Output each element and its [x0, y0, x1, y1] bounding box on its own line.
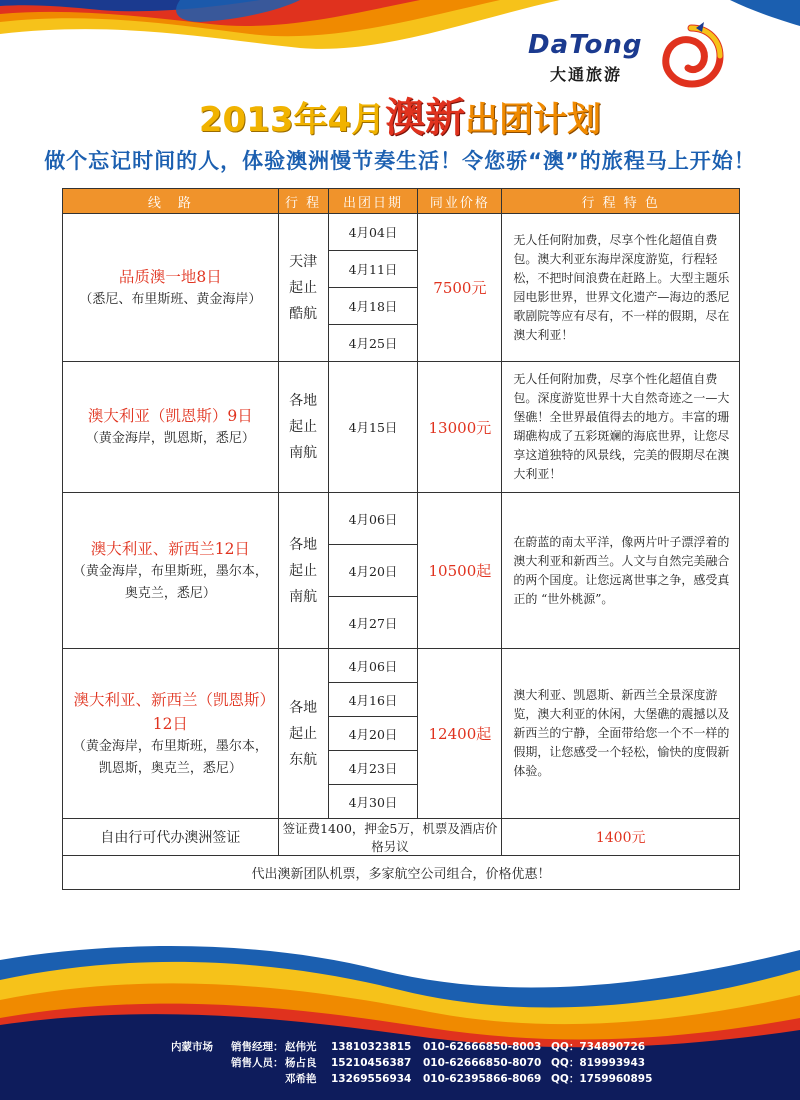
- features-cell: 无人任何附加费，尽享个性化超值自费包。深度游览世界十大自然奇迹之一—大堡礁！全世界最值得去的地方。丰富的珊瑚礁构成了五彩斑斓的海底世界，让您尽享这道独特的风景线，完美的假期尽在澳大利亚！: [502, 362, 740, 493]
- contact-qq: QQ：1759960895: [551, 1073, 653, 1085]
- departure-date: 4月25日: [328, 325, 418, 362]
- contact-mobile: 15210456387: [331, 1057, 412, 1069]
- contact-name: 邓希艳: [285, 1073, 317, 1085]
- departure-line: 各地: [289, 699, 318, 716]
- departure-date: 4月06日: [328, 493, 418, 545]
- features-cell: 在蔚蓝的南太平洋，像两片叶子漂浮着的澳大利亚和新西兰。人文与自然完美融合的两个国度。让您远离世事之争，感受真正的 “世外桃源”。: [502, 493, 740, 649]
- tour-schedule-table: [62, 188, 740, 890]
- route-cell: [63, 362, 279, 493]
- contact-row: [171, 1055, 652, 1071]
- route-cities: （黄金海岸，布里斯班，墨尔本，凯恩斯，奥克兰，悉尼）: [72, 738, 268, 776]
- table-row: [63, 362, 740, 493]
- logo-swirl-icon: [656, 22, 726, 88]
- contact-phone: 010-62395866-8069: [423, 1073, 542, 1085]
- contact-row: [171, 1071, 652, 1087]
- route-cities: （黄金海岸，布里斯班，墨尔本，奥克兰，悉尼）: [72, 563, 268, 601]
- logo-text-en: DaTong: [528, 30, 643, 60]
- header-price: 同业价格: [418, 189, 502, 214]
- departure-date: 4月20日: [328, 717, 418, 751]
- departure-line: 起止: [289, 419, 318, 435]
- departure-line: 各地: [289, 536, 318, 553]
- header-features: 行 程 特 色: [502, 189, 740, 214]
- price-cell: 13000元: [418, 362, 502, 493]
- departure-date: 4月27日: [328, 597, 418, 649]
- header-departure-date: 出团日期: [328, 189, 418, 214]
- route-title: 澳大利亚、新西兰（凯恩斯）12日: [73, 690, 268, 733]
- market-label: 内蒙市场: [171, 1041, 213, 1053]
- features-cell: 无人任何附加费，尽享个性化超值自费包。澳大利亚东海岸深度游览，行程轻松，不把时间浪费在赶路上。大型主题乐园电影世界，世界文化遗产—海边的悉尼歌剧院等应有尽有，不一样的假期，尽在澳大利亚！: [502, 214, 740, 362]
- contact-footer: [171, 1039, 652, 1087]
- departure-line: 酷航: [289, 305, 318, 322]
- route-cell: [63, 493, 279, 649]
- departure-date: 4月15日: [328, 362, 418, 493]
- page-subtitle: 做个忘记时间的人，体验澳洲慢节奏生活！令您骄“澳”的旅程马上开始！: [44, 149, 756, 173]
- departure-cell: [278, 649, 328, 819]
- departure-cell: [278, 214, 328, 362]
- route-title: 品质澳一地8日: [118, 267, 222, 286]
- logo-text-cn: 大通旅游: [550, 65, 623, 84]
- table-row: [63, 649, 740, 683]
- title-suffix: 出团计划: [465, 100, 602, 140]
- price-cell: 12400起: [418, 649, 502, 819]
- contact-qq: QQ：734890726: [551, 1041, 646, 1053]
- departure-line: 各地: [289, 393, 318, 409]
- contact-mobile: 13810323815: [331, 1041, 412, 1053]
- table-row: [63, 214, 740, 251]
- departure-cell: [278, 493, 328, 649]
- visa-label: 自由行可代办澳洲签证: [63, 819, 279, 856]
- header-route: 线 路: [63, 189, 279, 214]
- price-cell: 10500起: [418, 493, 502, 649]
- contact-row: [171, 1039, 652, 1055]
- departure-line: 南航: [289, 445, 318, 461]
- contact-name: 杨占良: [285, 1057, 317, 1069]
- departure-date: 4月30日: [328, 785, 418, 819]
- features-cell: 澳大利亚、凯恩斯、新西兰全景深度游览，澳大利亚的休闲，大堡礁的震撼以及新西兰的宁静，全面带给您一个不一样的假期，让您感受一个轻松，愉快的度假新体验。: [502, 649, 740, 819]
- departure-cell: [278, 362, 328, 493]
- departure-date: 4月23日: [328, 751, 418, 785]
- departure-line: 东航: [289, 751, 318, 768]
- contact-phone: 010-62666850-8070: [423, 1057, 542, 1069]
- route-title: 澳大利亚、新西兰12日: [90, 539, 250, 558]
- ticket-note: 代出澳新团队机票，多家航空公司组合，价格优惠！: [63, 856, 740, 890]
- departure-line: 天津: [289, 253, 318, 270]
- departure-line: 起止: [289, 725, 318, 742]
- route-cities: （黄金海岸，凯恩斯，悉尼）: [85, 431, 255, 446]
- note-row: [63, 856, 740, 890]
- contact-name: 赵伟光: [285, 1041, 317, 1053]
- departure-date: 4月20日: [328, 545, 418, 597]
- contact-phone: 010-62666850-8003: [423, 1041, 542, 1053]
- title-highlight: 澳新: [385, 95, 466, 141]
- departure-date: 4月18日: [328, 288, 418, 325]
- route-cell: [63, 649, 279, 819]
- departure-date: 4月04日: [328, 214, 418, 251]
- contact-mobile: 13269556934: [331, 1073, 412, 1085]
- brand-logo: [528, 22, 728, 92]
- route-cities: （悉尼、布里斯班、黄金海岸）: [79, 291, 262, 307]
- departure-date: 4月16日: [328, 683, 418, 717]
- table-header-row: [63, 189, 740, 214]
- page-title: [0, 96, 800, 142]
- role-label: 销售经理：: [231, 1041, 284, 1053]
- departure-line: 南航: [289, 588, 318, 605]
- price-cell: 7500元: [418, 214, 502, 362]
- departure-line: 起止: [289, 562, 318, 579]
- contact-qq: QQ：819993943: [551, 1057, 646, 1069]
- visa-row: [63, 819, 740, 856]
- visa-detail: 签证费1400，押金5万，机票及酒店价格另议: [278, 819, 502, 856]
- departure-date: 4月06日: [328, 649, 418, 683]
- table-row: [63, 493, 740, 545]
- title-date: 2013年4月: [198, 100, 386, 140]
- route-cell: [63, 214, 279, 362]
- departure-date: 4月11日: [328, 251, 418, 288]
- visa-price: 1400元: [502, 819, 740, 856]
- role-label: 销售人员：: [231, 1057, 284, 1069]
- departure-line: 起止: [289, 279, 318, 296]
- header-itinerary: 行 程: [278, 189, 328, 214]
- route-title: 澳大利亚（凯恩斯）9日: [87, 407, 253, 425]
